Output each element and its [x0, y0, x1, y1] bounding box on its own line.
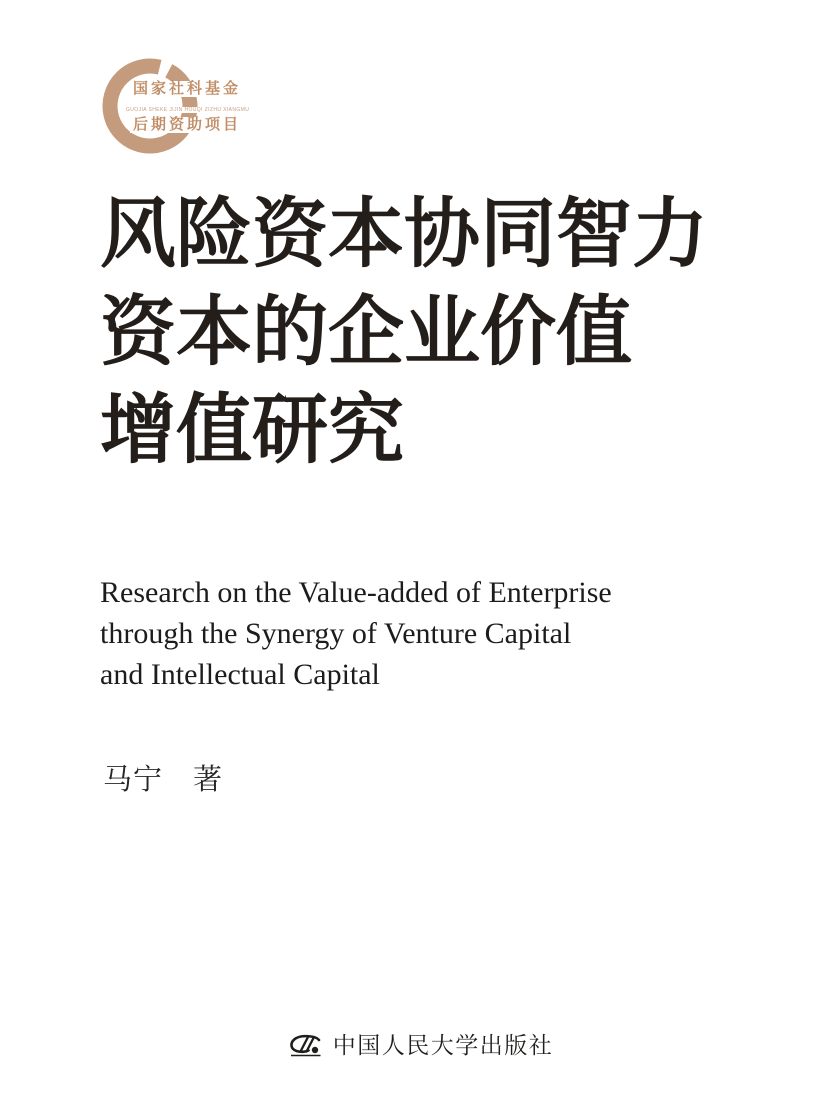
- book-title-line-3: 增值研究: [100, 389, 404, 473]
- badge-pinyin: GUOJIA SHEKE JIJIN HOUQI ZIZHU XIANGMU: [126, 107, 250, 113]
- funding-badge-text: [124, 80, 250, 134]
- publisher-name: 中国人民大学出版社: [332, 1033, 554, 1058]
- subtitle-line-3: and Intellectual Capital: [100, 658, 380, 691]
- publisher-imprint: [0, 1032, 840, 1060]
- subtitle-line-1: Research on the Value-added of Enterprise: [100, 576, 612, 609]
- author-name: 马宁 著: [103, 764, 224, 796]
- book-subtitle-english: [100, 572, 740, 695]
- book-title-line-2: 资本的企业价值: [100, 291, 632, 375]
- publisher-logo-icon: [287, 1034, 324, 1059]
- badge-line2: 后期资助项目: [130, 117, 244, 133]
- subtitle-line-2: through the Synergy of Venture Capital: [100, 617, 572, 650]
- funding-badge: [100, 55, 270, 165]
- book-title-line-1: 风险资本协同智力: [100, 193, 708, 277]
- badge-line1: 国家社科基金: [130, 81, 244, 97]
- book-title: [100, 186, 780, 480]
